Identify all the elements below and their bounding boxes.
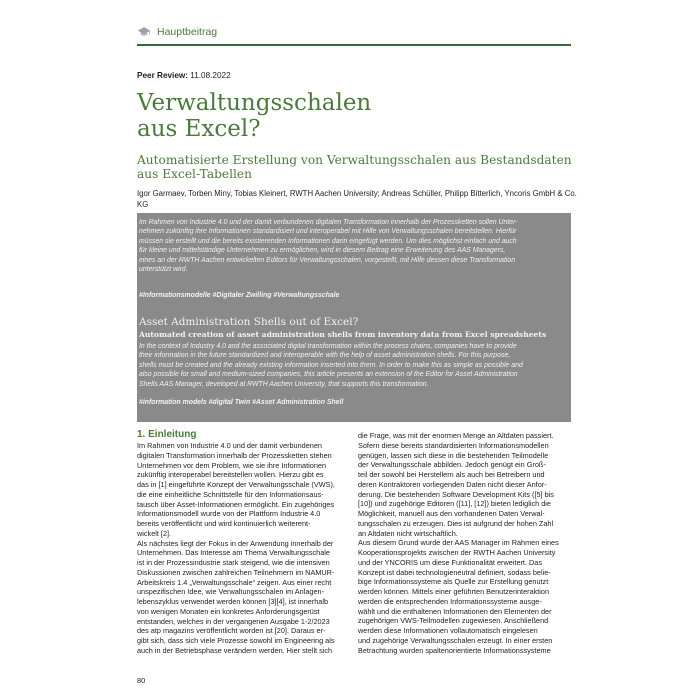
abstract-en-subheading: Automated creation of asset administration shells from inventory data from Excel spreadsheets <box>139 330 547 339</box>
body-line: tausch über Asset-Informationen ermöglicht. Ein zugehöriges <box>137 499 335 509</box>
body-line: zukünftig interoperabel bereitstellen wollen. Hierzu gibt es <box>137 470 324 480</box>
title-line-2: aus Excel? <box>137 116 261 142</box>
section-label: Hauptbeitrag <box>157 26 218 38</box>
abstract-de-line: eines an der RWTH Aachen entwickelten Editors für Verwaltungsschalen, vorgestellt, mit Hilfe dessen diese Transformation <box>139 256 516 264</box>
peer-review-date: 11.08.2022 <box>190 71 231 80</box>
body-line: werden können. Mittels einer geführten Benutzerinteraktion <box>358 587 550 596</box>
body-line: wickelt [2]. <box>137 528 172 538</box>
abstract-de-line: unterstützt wird. <box>139 266 188 274</box>
body-line: Diskussionen zwischen zahlreichen Teilnehmern im NAMUR- <box>137 567 335 577</box>
graduation-cap-icon <box>137 25 151 39</box>
body-line: [10]) und zugehörige Editoren ([11], [12]) bieten lediglich die <box>358 499 551 509</box>
body-line: Als nächstes liegt der Fokus in der Anwendung innerhalb der <box>137 538 334 548</box>
abstract-en-line: Shells AAS Manager, developed at RWTH Aachen University, that supports this transformation. <box>139 380 429 388</box>
body-line: Möglichkeit, manuell aus den vorhandenen Daten Verwal- <box>358 509 545 518</box>
body-line: und zugehörige Verwaltungsschalen erzeugt. In einer ersten <box>358 635 553 645</box>
abstract-de-line: nehmen zukünftig ihre Informationen standardisiert und interoperabel mit Hilfe von Verwaltungsschalen bereitstellen. Hierfür <box>139 228 517 236</box>
body-line: Kooperationsprojekts zwischen der RWTH Aachen University <box>358 548 556 557</box>
body-line: Betrachtung wurden spaltenorientierte Informationssysteme <box>358 645 551 655</box>
body-line: wählt und die enthaltenen Informationen den Elementen der <box>358 606 552 616</box>
abstract-de-line: müssen sie erstellt und die bereits existierenden Informationen darin eingefügt werden. Um dies möglichst einfach und auch <box>139 237 517 245</box>
body-line: unspezifischen Idee, wie Verwaltungsschalen im Anlagen- <box>137 587 324 597</box>
abstract-de <box>139 218 569 274</box>
body-line: Unternehmen vor dem Problem, wie sie ihre Informationen <box>137 460 326 470</box>
body-column-right <box>358 431 570 655</box>
body-line: genügen, lassen sich diese in die bestehenden Teilmodelle <box>358 450 549 460</box>
body-line: derung. Die bestehenden Software Development Kits ([5] bis <box>358 489 554 499</box>
body-line: die eine einheitliche Schnittstelle für den Informationsaus- <box>137 489 324 499</box>
body-line: Konzept ist dabei technologieneutral definiert, sodass belie- <box>358 567 551 577</box>
body-line: der Verwaltungsschale abbilden. Jedoch genügt ein Groß- <box>358 460 546 470</box>
body-line: entstanden, welches in der vergangenen Ausgabe 1-2/2023 <box>137 616 330 626</box>
abstract-en-line: their information in the future standardized and interoperable with the help of asset administration shells. For this purpose, <box>139 352 511 360</box>
peer-review <box>137 71 231 80</box>
section-header <box>137 21 573 43</box>
abstract-en-line: In the context of Industry 4.0 and the associated digital transformation within the process chains, companies have to provide <box>139 343 517 350</box>
body-line: und der YNCORIS um diese Funktionalität erweitert. Das <box>358 557 542 567</box>
peer-review-label: Peer Review: <box>137 71 188 80</box>
body-line: teil der sowohl bei Herstellern als auch bei Betreibern und <box>358 470 545 479</box>
body-line: an Altdaten nicht wirtschaftlich. <box>358 528 458 538</box>
body-line: deren Kontraktoren vorliegenden Daten nicht dieser Anfor- <box>358 479 547 489</box>
body-line: tungsschalen zu erzeugen. Dies ist aufgrund der hohen Zahl <box>358 518 554 528</box>
body-line: Sofern diese bereits standardisierten Informationsmodellen <box>358 440 549 450</box>
body-line: zugehörigen VWS-Teilmodellen zugewiesen. Anschließend <box>358 616 549 626</box>
body-line: des atp magazins veröffentlicht worden ist [20]. Daraus er- <box>137 626 326 636</box>
abstract-de-line: Im Rahmen von Industrie 4.0 und der damit verbundenen digitalen Transformation innerhalb der Prozessketten sollen Unter- <box>139 219 518 226</box>
body-line: bereits veröffentlicht und wird kontinuierlich weiterent- <box>137 519 311 528</box>
authors: Igor Garmaev, Torben Miny, Tobias Kleinert, RWTH Aachen University; Andreas Schüller, Philipp Bitterlich, Yncoris GmbH & Co. KG <box>137 189 577 209</box>
body-line: von wenigen Monaten ein konkretes Anforderungsgerüst <box>137 606 320 616</box>
abstract-en-line: shells must be created and the already existing information inserted into them. In order to make this as simple as possible and <box>139 361 523 369</box>
abstract-de-line: für kleine und mittelständige Unternehmen zu ermöglichen, wird in diesem Beitrag eine Erweiterung des AAS Managers, <box>139 247 506 255</box>
body-line: gibt sich, dass sich viele Prozesse sowohl im Engineering als <box>137 636 335 645</box>
subtitle-line-1: Automatisierte Erstellung von Verwaltungsschalen aus Bestandsdaten <box>137 153 572 167</box>
title-line-1: Verwaltungsschalen <box>137 90 372 116</box>
body-line: digitalen Transformation innerhalb der Prozessketten stehen <box>137 450 332 460</box>
body-line: auch in der Betriebsphase verändern werden. Hier stellt sich <box>137 645 333 655</box>
body-line: die Frage, was mit der enormen Menge an Altdaten passiert. <box>358 431 554 440</box>
body-line: werden diese Informationen vollautomatisch eingelesen <box>358 626 538 635</box>
abstract-en-line: also possible for small and medium-sized companies, this article presents an extension of the Editor for Asset Administration <box>139 371 518 379</box>
abstract-en <box>139 342 569 389</box>
body-line: bige Informationssysteme als Quelle zur Erstellung genutzt <box>358 577 549 587</box>
article-subtitle <box>137 153 577 181</box>
body-line: das in [1] eingeführte Konzept der Verwaltungsschale (VWS), <box>137 480 335 489</box>
abstract-de-tags: #Informationsmodelle #Digitaler Zwilling #Verwaltungsschale <box>139 292 340 299</box>
abstract-en-heading: Asset Administration Shells out of Excel? <box>139 316 359 328</box>
page-number: 80 <box>137 676 146 685</box>
body-line: Aus diesem Grund wurde der AAS Manager im Rahmen eines <box>358 538 559 548</box>
body-line: Im Rahmen von Industrie 4.0 und der damit verbundenen <box>137 441 322 450</box>
body-line: Unternehmen. Das Interesse am Thema Verwaltungsschale <box>137 548 330 558</box>
body-line: Arbeitskreis 1.4 „Verwaltungsschale“ zeigen. Aus einer recht <box>137 577 332 587</box>
body-line: Informationsmodell wurde von der Plattform Industrie 4.0 <box>137 509 321 519</box>
body-line: lebenszyklus verwendet werden können [3][4], ist innerhalb <box>137 597 329 606</box>
section-heading: 1. Einleitung <box>137 429 197 440</box>
body-line: ist in der Prozessindustrie stark steigend, wie die intensiven <box>137 558 330 567</box>
article-title <box>137 90 577 142</box>
body-line: werden die entsprechenden Informationssysteme ausge- <box>358 596 542 606</box>
header-rule <box>137 44 571 46</box>
abstract-en-tags: #information models #digital Twin #Asset Administration Shell <box>139 399 344 406</box>
subtitle-line-2: aus Excel-Tabellen <box>137 167 252 181</box>
body-column-left <box>137 441 349 656</box>
